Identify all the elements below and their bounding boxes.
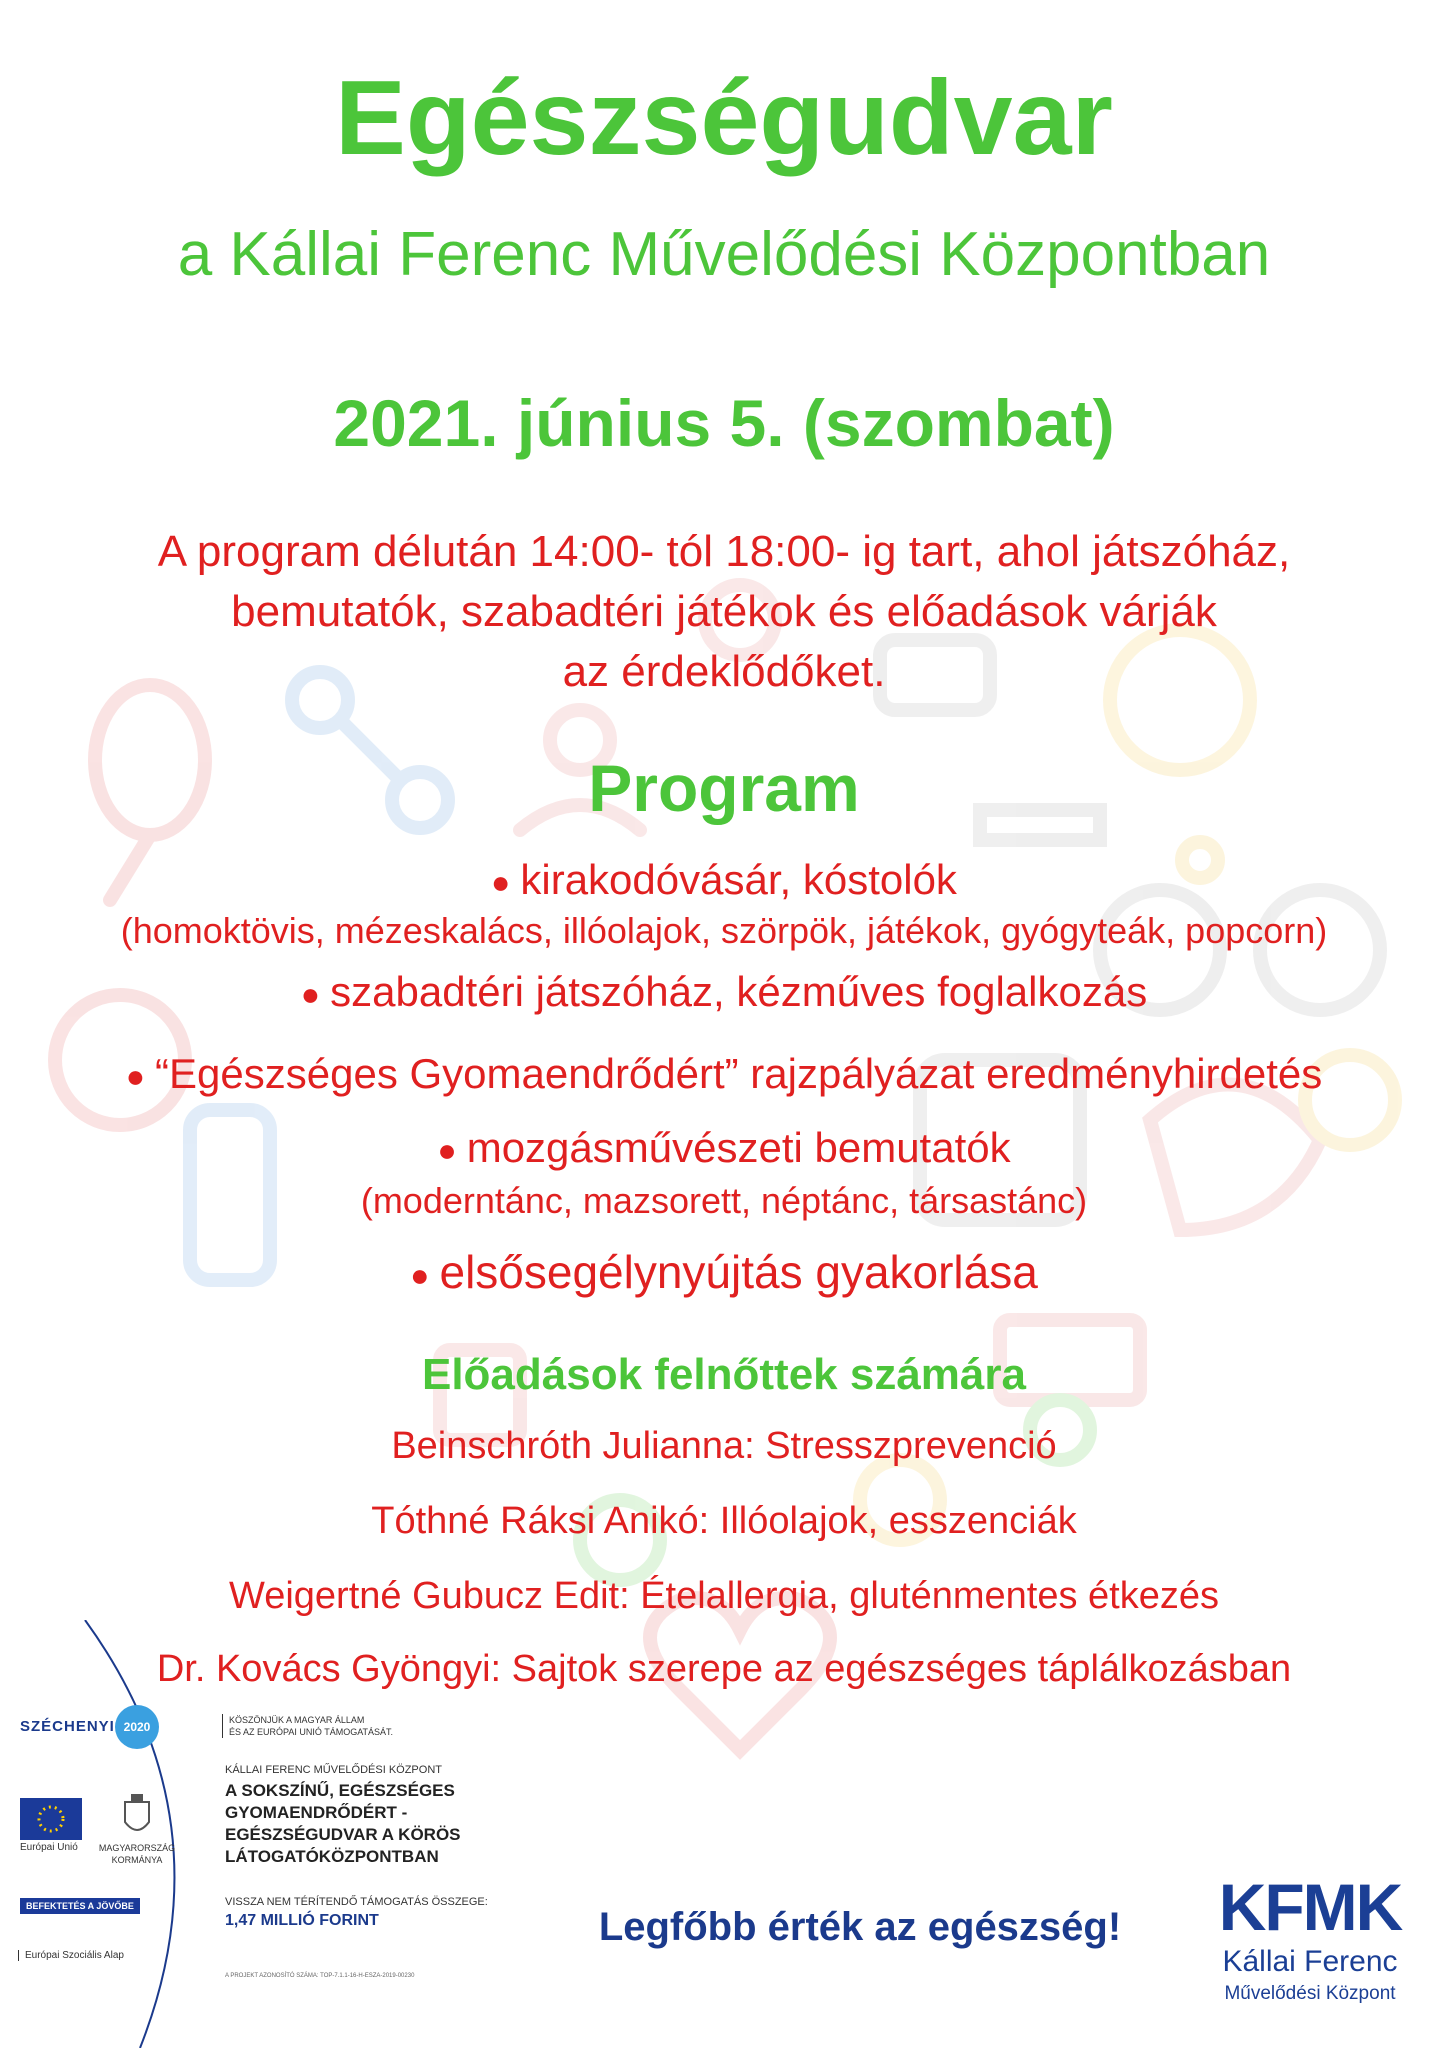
project-title-line: LÁTOGATÓKÖZPONTBAN	[225, 1847, 439, 1866]
poster-title: Egészségudvar	[335, 59, 1113, 177]
bullet-icon: ●	[300, 976, 321, 1013]
program-item	[0, 1124, 1448, 1172]
lecture-item: Beinschróth Julianna: Stresszprevenció	[391, 1425, 1057, 1467]
program-item	[0, 1050, 1448, 1098]
program-item	[0, 1245, 1448, 1299]
intro-text	[0, 522, 1448, 702]
project-title	[225, 1780, 461, 1868]
program-item-label: “Egészséges Gyomaendrődért” rajzpályázat eredményhirdetés	[155, 1050, 1323, 1097]
poster-subtitle: a Kállai Ferenc Művelődési Központban	[177, 220, 1271, 289]
szechenyi-label: SZÉCHENYI	[20, 1718, 115, 1735]
bullet-icon: ●	[410, 1257, 430, 1294]
project-title-line: A SOKSZÍNŰ, EGÉSZSÉGES	[225, 1781, 455, 1800]
event-date: 2021. június 5. (szombat)	[333, 386, 1115, 460]
hu-gov-label-line: KORMÁNYA	[111, 1855, 163, 1865]
slogan: Legfőbb érték az egészség!	[598, 1905, 1122, 1949]
befektetes-badge: BEFEKTETÉS A JÖVŐBE	[20, 1898, 140, 1914]
program-item-detail: (homoktövis, mézeskalács, illóolajok, szörpök, játékok, gyógyteák, popcorn)	[120, 910, 1328, 951]
lecture-item: Dr. Kovács Gyöngyi: Sajtok szerepe az egészséges táplálkozásban	[156, 1648, 1292, 1690]
thanks-line: KÖSZÖNJÜK A MAGYAR ÁLLAM	[229, 1715, 365, 1725]
szechenyi-logo: 2020	[115, 1705, 159, 1749]
bullet-icon: ●	[125, 1058, 146, 1095]
bullet-icon: ●	[491, 864, 511, 901]
program-item-label: elsősegélynyújtás gyakorlása	[439, 1246, 1038, 1298]
program-item	[0, 856, 1448, 904]
kfmk-logo: KFMK	[1218, 1870, 1402, 1944]
intro-line: A program délután 14:00- tól 18:00- ig tart, ahol játszóház,	[157, 527, 1291, 576]
eu-stars-icon	[20, 1798, 82, 1840]
program-item-label: mozgásművészeti bemutatók	[466, 1124, 1011, 1171]
program-item-detail: (moderntánc, mazsorett, néptánc, társastánc)	[360, 1180, 1088, 1221]
org-name: KÁLLAI FERENC MŰVELŐDÉSI KÖZPONT	[225, 1764, 442, 1776]
intro-line: bemutatók, szabadtéri játékok és előadások várják	[231, 587, 1217, 636]
coat-of-arms-shape	[121, 1792, 153, 1838]
lecture-item: Tóthné Ráksi Anikó: Illóolajok, esszenciák	[371, 1500, 1077, 1542]
hu-coat-of-arms-icon	[108, 1792, 166, 1843]
lecture-item: Weigertné Gubucz Edit: Ételallergia, gluténmentes étkezés	[229, 1575, 1219, 1617]
bullet-icon: ●	[437, 1132, 457, 1169]
thanks-note	[222, 1714, 393, 1738]
program-heading: Program	[588, 751, 860, 825]
grant-label: VISSZA NEM TÉRÍTENDŐ TÁMOGATÁS ÖSSZEGE:	[225, 1896, 488, 1908]
grant-amount: 1,47 MILLIÓ FORINT	[225, 1912, 379, 1929]
esza-label: Európai Szociális Alap	[18, 1950, 124, 1961]
lectures-heading: Előadások felnőttek számára	[421, 1350, 1026, 1399]
thanks-line: ÉS AZ EURÓPAI UNIÓ TÁMOGATÁSÁT.	[229, 1727, 394, 1737]
kfmk-name: Kállai Ferenc	[1222, 1945, 1398, 1978]
program-item-label: kirakodóvásár, kóstolók	[520, 856, 957, 903]
project-title-line: EGÉSZSÉGUDVAR A KÖRÖS	[225, 1825, 461, 1844]
eu-label: Európai Unió	[20, 1842, 78, 1853]
kfmk-subname: Művelődési Központ	[1224, 1983, 1396, 2004]
project-id: A PROJEKT AZONOSÍTÓ SZÁMA: TOP-7.1.1-16-H-ESZA-2019-00230	[225, 1973, 415, 1979]
program-item-label: szabadtéri játszóház, kézműves foglalkozás	[330, 968, 1148, 1015]
hu-gov-label-line: MAGYARORSZÁG	[98, 1843, 176, 1853]
eu-flag-icon	[20, 1798, 82, 1840]
intro-line: az érdeklődőket.	[562, 647, 886, 696]
hu-gov-label	[92, 1842, 182, 1866]
program-item	[0, 968, 1448, 1016]
project-title-line: GYOMAENDRŐDÉRT -	[225, 1803, 408, 1822]
